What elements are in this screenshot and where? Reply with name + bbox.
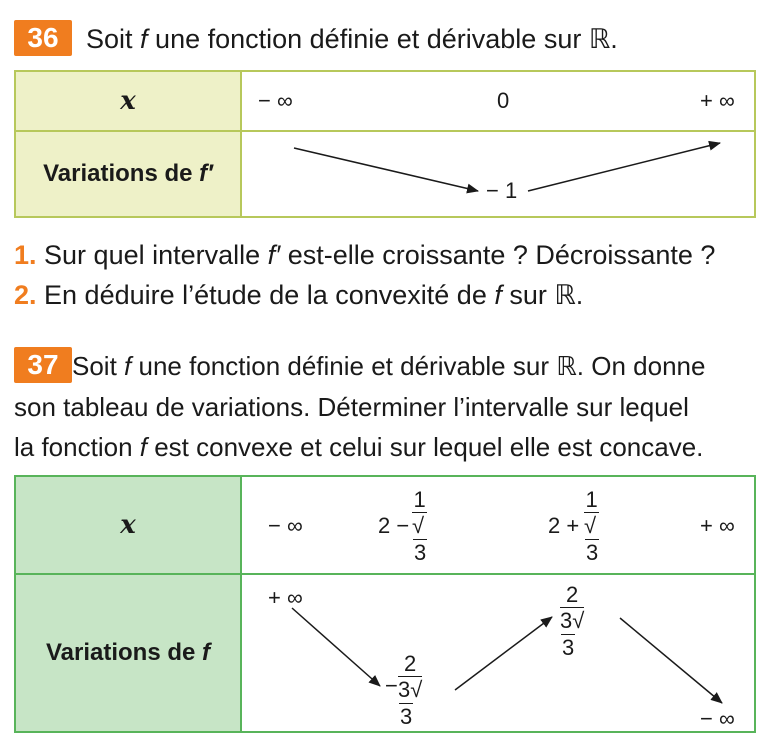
x-label: x [120,510,136,540]
x-value-zero: 0 [497,88,510,113]
x-value-1-int: 2 − [378,513,410,538]
f-min-frac: 2 3√3 [398,651,423,729]
x-value-2-int: 2 + [548,513,580,538]
question-2: 2. En déduire l’étude de la convexité de f sur ℝ. [14,280,584,311]
exercise-line-2: son tableau de variations. Déterminer l’intervalle sur lequel [14,392,689,422]
x-value-minus-inf: − ∞ [258,88,293,113]
row-label: Variations de f′ [43,160,213,187]
exercise-number-badge: 36 [14,20,72,56]
x-value-plus-inf: + ∞ [700,513,735,538]
min-value: − 1 [486,178,518,203]
exercise-intro: Soit f une fonction définie et dérivable sur ℝ. [86,24,618,55]
exercise-line-3: la fonction f est convexe et celui sur lequel elle est concave. [14,432,704,462]
exercise-number-badge: 37 [14,347,72,383]
f-end-value: − ∞ [700,706,735,731]
arrow-up [455,617,552,690]
x-label: x [120,86,136,116]
f-start-value: + ∞ [268,585,303,610]
exercise-line-1: Soit f une fonction définie et dérivable sur ℝ. On donne [72,351,706,382]
f-min-sign: − [385,673,398,698]
x-value-minus-inf: − ∞ [268,513,303,538]
x-value-1-frac: 1 √3 [412,487,427,565]
arrow-down-2 [620,618,722,703]
f-max-frac: 2 3√3 [560,582,585,660]
arrow-down-1 [292,608,380,686]
x-value-2-frac: 1 √3 [584,487,599,565]
x-value-plus-inf: + ∞ [700,88,735,113]
question-1: 1. Sur quel intervalle f′ est-elle croissante ? Décroissante ? [14,240,716,270]
row-label: Variations de f [45,639,211,666]
